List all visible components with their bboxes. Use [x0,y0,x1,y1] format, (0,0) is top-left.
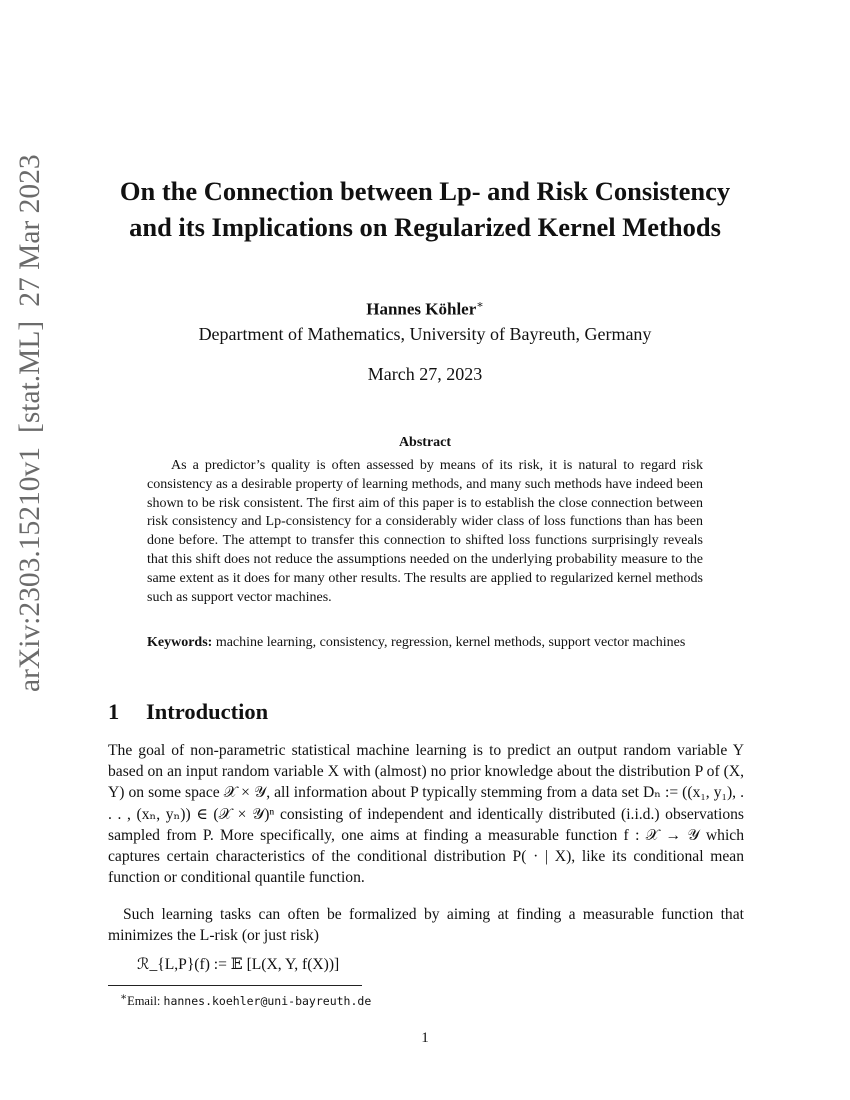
abstract-text: As a predictor’s quality is often assessed by means of its risk, it is natural to regard risk consistency as a desirable property of learning methods, and many such methods have indeed been shown to be risk consistent. The first aim of this paper is to establish the close connection between risk consistency and Lp-consistency for a considerably wider class of loss functions than has been done before. The attempt to transfer this connection to shifted loss functions surprisingly reveals that this shift does not reduce the assumptions needed on the underlying probability measure to the same extent as it does for many other results. The results are applied to regularized kernel methods such as support vector machines. [147,458,703,605]
author-affiliation: Department of Mathematics, University of Bayreuth, Germany [198,324,652,344]
arxiv-date: 27 Mar 2023 [14,154,46,307]
paragraph-1: The goal of non-parametric statistical machine learning is to predict an output random variable Y based on an input random variable X with (almost) no prior knowledge about the distribution P of (X, Y) on some space 𝒳 × 𝒴, all information about P typically stemming from a data set Dₙ := ((x₁, y₁), . . . , (xₙ, yₙ)) ∈ (𝒳 × 𝒴)ⁿ consisting of independent and identically distributed (i.i.d.) observations sampled from P. More specifically, one aims at finding a measurable function f : 𝒳 → 𝒴 which captures certain characteristics of the conditional distribution P( · | X), like its conditional mean function or conditional quantile function. [108,742,744,887]
keywords [147,634,703,653]
footnote-rule [108,985,362,986]
footnote-label: Email: [127,994,164,1009]
section-heading [108,699,268,725]
section-number: 1 [108,699,120,724]
risk-formula: ℛ_{L,P}(f) := 𝔼 [L(X, Y, f(X))] [137,956,340,973]
keywords-text: machine learning, consistency, regression, kernel methods, support vector machines [215,635,686,650]
footnote-email: hannes.koehler@uni-bayreuth.de [163,994,372,1009]
arxiv-category: [stat.ML] [14,320,46,433]
author-footnote-mark: ∗ [476,299,484,311]
author-line [108,298,742,320]
author-name: Hannes Köhler [366,299,477,319]
paper-date: March 27, 2023 [367,364,483,384]
section-title: Introduction [146,699,269,724]
keywords-label: Keywords: [147,635,213,650]
abstract-body [147,457,703,607]
footnote [120,991,371,1009]
abstract-heading: Abstract [398,435,452,450]
paper-title: On the Connection between Lp- and Risk Consistency and its Implications on Regularized Kernel Methods [119,176,731,242]
footnote-mark: ∗ [120,992,128,1003]
page-number: 1 [421,1030,429,1046]
arxiv-id: arXiv:2303.15210v1 [14,447,46,692]
paragraph-2: Such learning tasks can often be formalized by aiming at finding a measurable function that minimizes the L-risk (or just risk) [108,906,744,945]
